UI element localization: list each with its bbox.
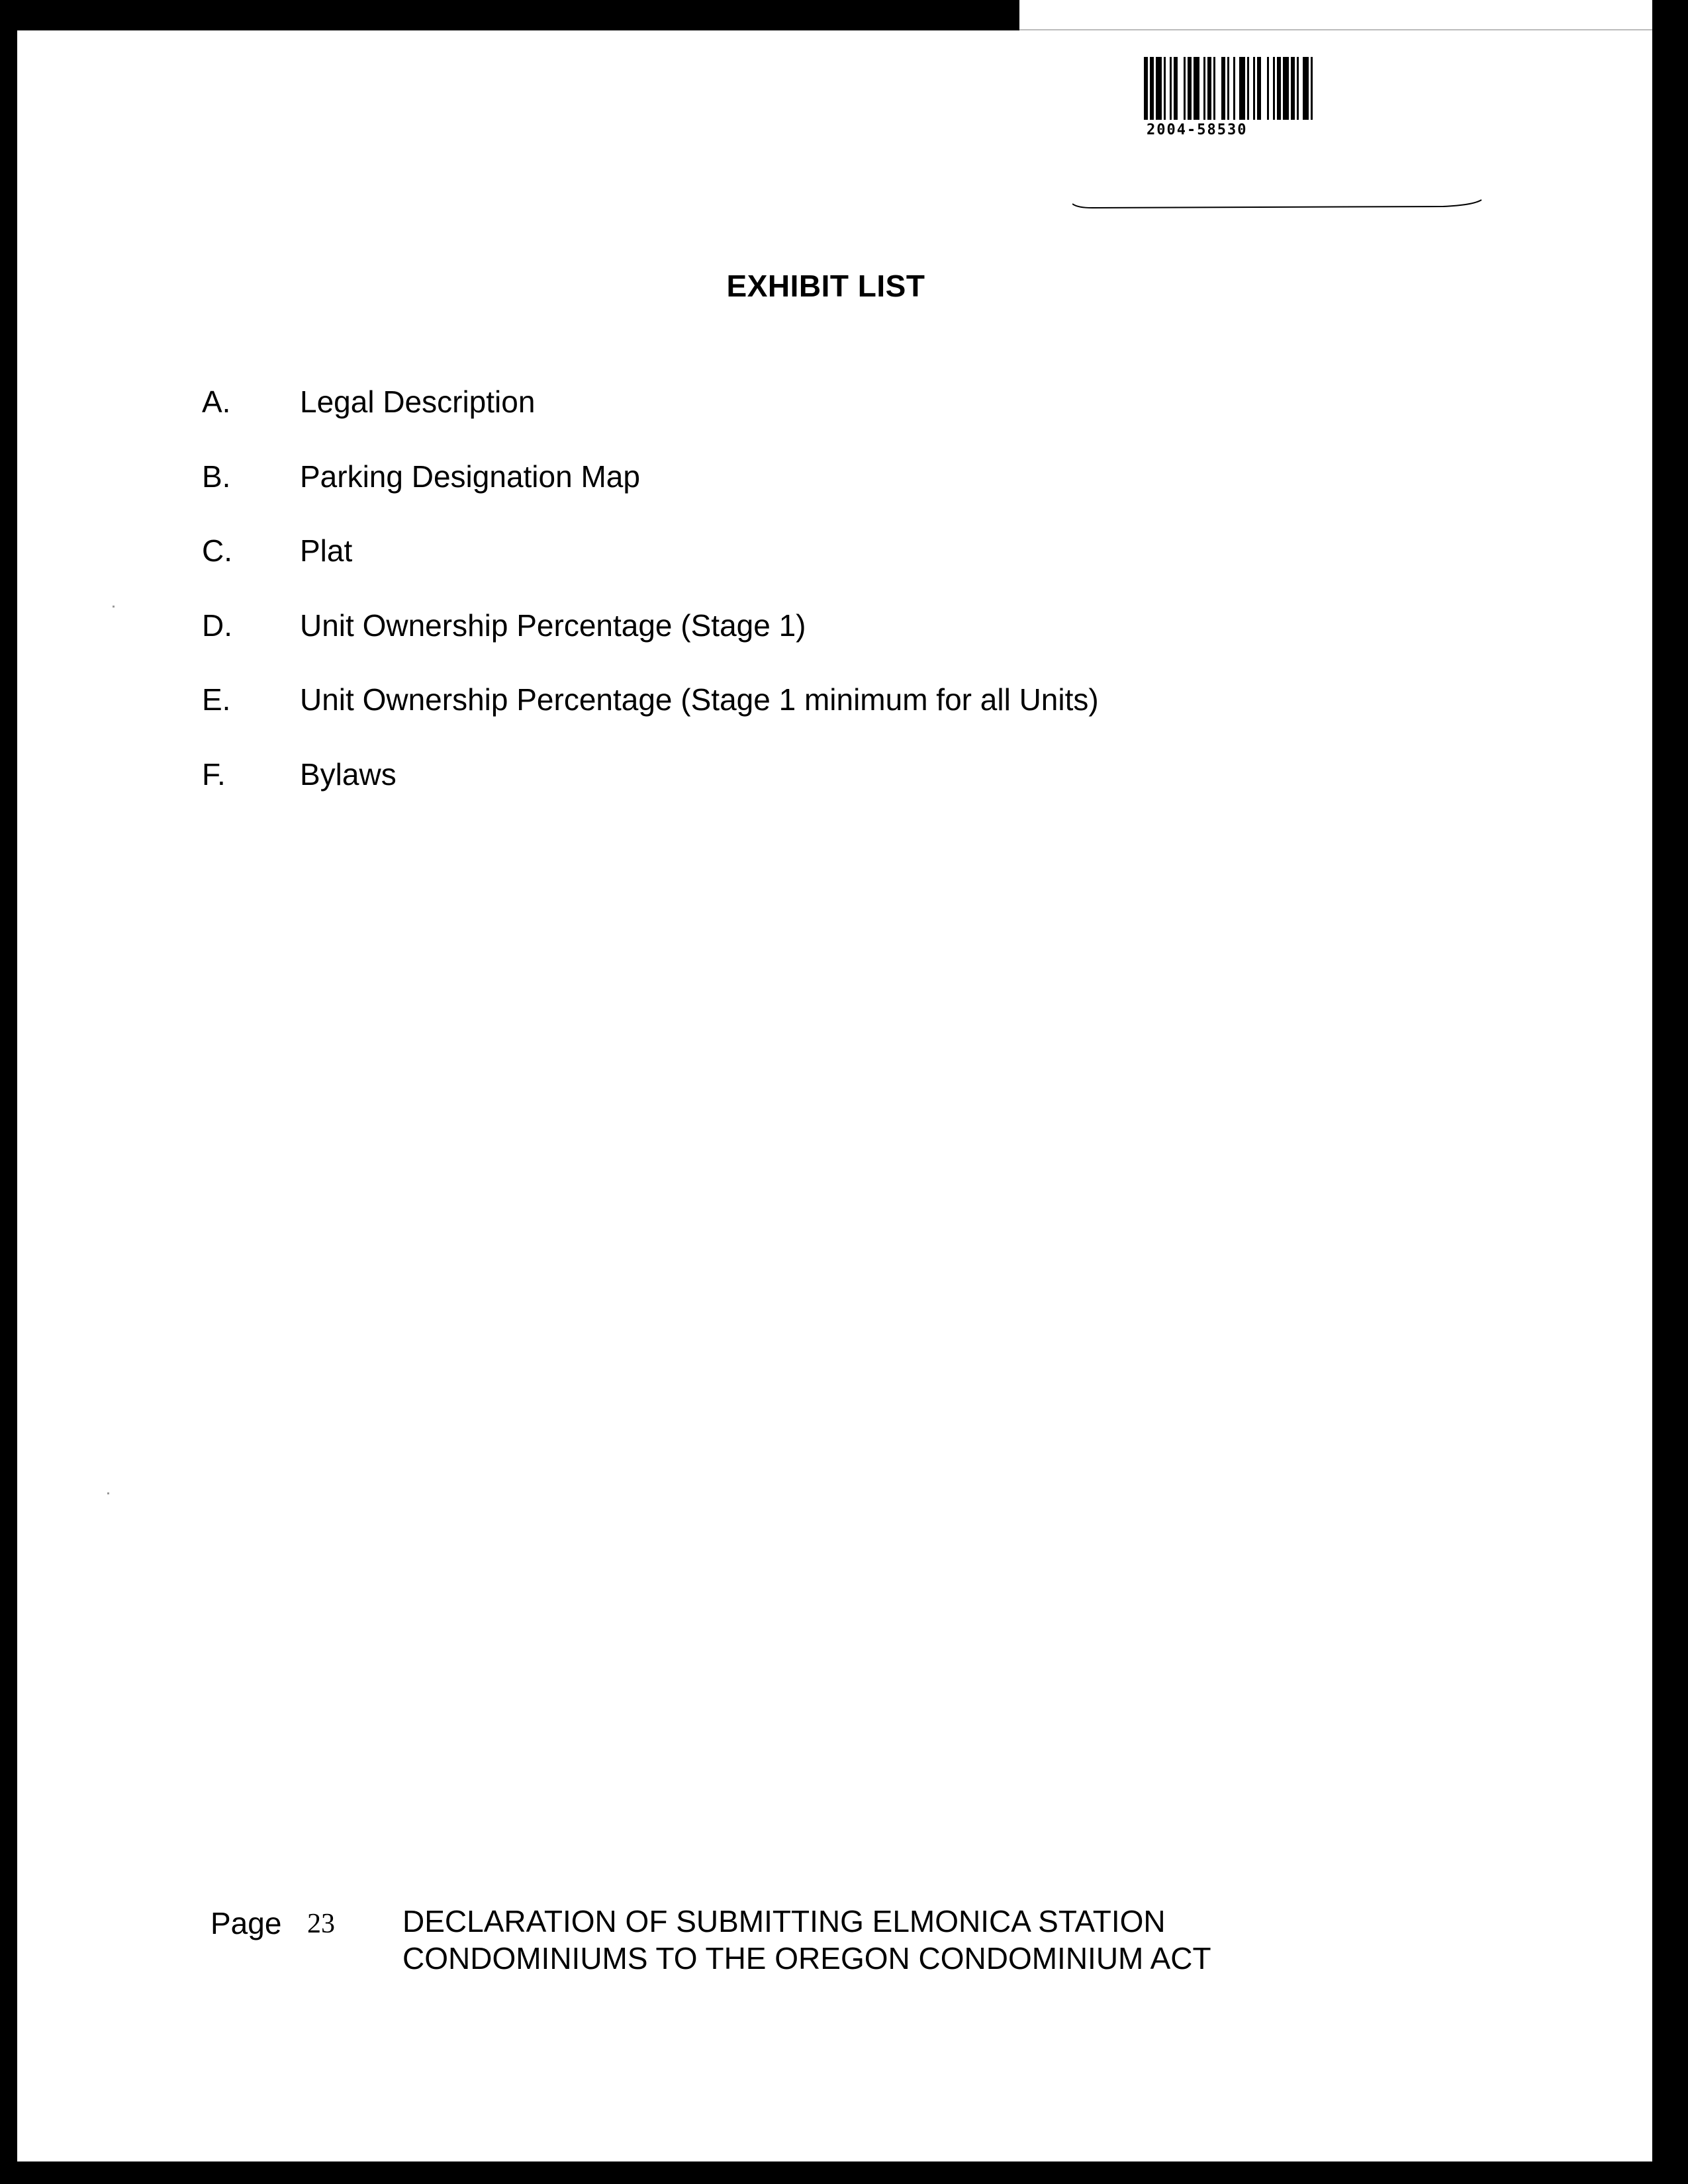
exhibit-list bbox=[202, 384, 1460, 831]
exhibit-title: Parking Designation Map bbox=[300, 459, 640, 494]
page-footer bbox=[211, 1903, 1402, 1982]
list-item bbox=[202, 384, 1460, 459]
signature-rule-line bbox=[1072, 192, 1483, 232]
exhibit-letter: A. bbox=[202, 385, 231, 419]
exhibit-letter: B. bbox=[202, 459, 231, 494]
exhibit-title: Legal Description bbox=[300, 385, 536, 419]
list-item bbox=[202, 533, 1460, 608]
exhibit-letter: E. bbox=[202, 682, 231, 717]
scan-speck bbox=[113, 606, 115, 608]
footer-title-line: CONDOMINIUMS TO THE OREGON CONDOMINIUM ACT bbox=[402, 1941, 1211, 1976]
barcode-icon bbox=[1144, 57, 1435, 120]
footer-page-label: Page bbox=[211, 1906, 282, 1940]
list-item bbox=[202, 756, 1460, 831]
scan-border-left bbox=[0, 0, 17, 2184]
footer-document-title bbox=[402, 1903, 1211, 1977]
recording-number: 2004-58530 bbox=[1147, 122, 1248, 138]
scan-border-top-thin bbox=[1019, 29, 1668, 30]
exhibit-title: Unit Ownership Percentage (Stage 1 minimum for all Units) bbox=[300, 682, 1099, 717]
exhibit-letter: C. bbox=[202, 533, 232, 568]
scan-speck bbox=[107, 1492, 109, 1494]
list-item bbox=[202, 682, 1460, 756]
scan-border-right bbox=[1652, 0, 1688, 2184]
exhibit-title: Unit Ownership Percentage (Stage 1) bbox=[300, 608, 806, 643]
scan-border-top bbox=[0, 0, 1019, 30]
page-title: EXHIBIT LIST bbox=[726, 269, 925, 303]
list-item bbox=[202, 608, 1460, 682]
exhibit-letter: F. bbox=[202, 756, 226, 792]
exhibit-title: Plat bbox=[300, 533, 353, 568]
footer-title-line: DECLARATION OF SUBMITTING ELMONICA STATION bbox=[402, 1904, 1166, 1938]
exhibit-title: Bylaws bbox=[300, 756, 397, 792]
exhibit-letter: D. bbox=[202, 608, 232, 643]
list-item bbox=[202, 459, 1460, 533]
recording-barcode bbox=[1144, 57, 1435, 143]
footer-page-number: 23 bbox=[307, 1909, 335, 1939]
scan-border-bottom bbox=[0, 2161, 1688, 2184]
